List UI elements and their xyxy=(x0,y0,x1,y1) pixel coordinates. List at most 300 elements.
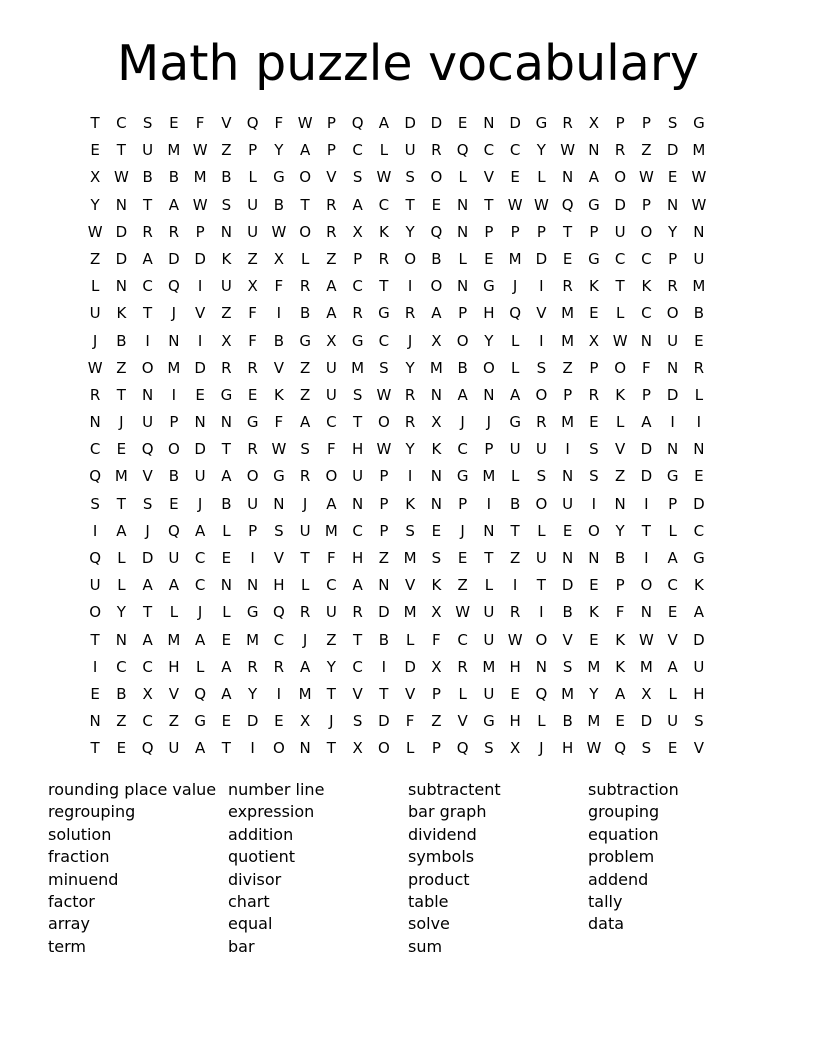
grid-letter: J xyxy=(512,277,518,296)
grid-letter: Q xyxy=(351,114,364,132)
grid-letter: I xyxy=(644,494,649,513)
grid-letter: E xyxy=(90,141,100,160)
grid-letter: N xyxy=(483,385,495,404)
grid-letter: N xyxy=(483,521,495,540)
grid-letter: N xyxy=(220,413,232,432)
grid-letter: L xyxy=(510,331,520,350)
grid-letter: A xyxy=(142,630,153,649)
grid-letter: N xyxy=(220,222,232,241)
grid-letter: T xyxy=(641,521,651,540)
grid-letter: I xyxy=(171,385,177,404)
grid-letter: V xyxy=(142,467,153,486)
grid-letter: M xyxy=(587,657,601,676)
grid-letter: C xyxy=(509,141,521,160)
grid-letter: R xyxy=(378,249,390,268)
grid-letter: N xyxy=(457,195,469,214)
grid-letter: C xyxy=(614,249,626,268)
grid-letter: C xyxy=(142,657,153,676)
grid-letter: E xyxy=(615,712,625,731)
grid-letter: W xyxy=(560,141,576,160)
grid-letter: R xyxy=(247,440,258,459)
grid-letter: D xyxy=(194,249,206,268)
grid-letter: C xyxy=(89,440,101,459)
grid-letter: D xyxy=(640,467,653,486)
grid-letter: N xyxy=(693,440,705,459)
grid-letter: A xyxy=(194,630,206,649)
grid-letter: S xyxy=(300,440,310,459)
grid-letter: V xyxy=(326,168,337,187)
grid-letter: R xyxy=(562,277,573,296)
grid-letter: N xyxy=(457,277,469,296)
grid-letter: O xyxy=(535,385,548,404)
grid-letter: L xyxy=(615,413,625,432)
grid-letter: A xyxy=(457,385,468,404)
grid-letter: N xyxy=(667,358,679,377)
grid-letter: D xyxy=(430,114,443,132)
grid-letter: E xyxy=(195,385,205,404)
grid-letter: L xyxy=(537,168,546,187)
grid-letter: E xyxy=(694,467,704,486)
grid-letter: D xyxy=(535,249,548,268)
grid-letter: U xyxy=(404,141,416,160)
grid-letter: U xyxy=(535,549,547,567)
grid-letter: Z xyxy=(221,304,232,323)
grid-letter: E xyxy=(169,494,179,513)
grid-letter: N xyxy=(115,630,127,649)
grid-letter: V xyxy=(562,630,573,649)
grid-letter: C xyxy=(693,521,705,540)
grid-letter: T xyxy=(379,684,389,703)
grid-letter: R xyxy=(431,141,442,160)
grid-letter: O xyxy=(640,222,653,241)
grid-letter: X xyxy=(588,114,600,132)
grid-letter: U xyxy=(693,657,705,676)
grid-letter: L xyxy=(300,576,310,595)
grid-letter: O xyxy=(430,168,443,187)
grid-letter: C xyxy=(352,657,363,676)
grid-letter: C xyxy=(641,249,652,268)
grid-letter: U xyxy=(247,494,259,513)
grid-letter: I xyxy=(407,277,413,296)
grid-letter: N xyxy=(194,413,206,432)
word-list-item: expression xyxy=(228,802,315,822)
grid-letter: A xyxy=(352,576,363,595)
grid-letter: V xyxy=(352,684,363,703)
grid-letter: S xyxy=(352,712,363,731)
grid-letter: N xyxy=(535,657,547,676)
grid-letter: A xyxy=(221,684,232,703)
grid-letter: L xyxy=(90,277,100,296)
grid-letter: A xyxy=(221,657,232,676)
grid-letter: P xyxy=(589,222,599,241)
grid-letter: R xyxy=(352,304,363,323)
grid-letter: L xyxy=(668,521,677,540)
grid-letter: F xyxy=(642,358,651,377)
grid-letter: F xyxy=(248,331,257,350)
grid-letter: I xyxy=(591,494,597,513)
grid-letter: O xyxy=(89,603,102,622)
grid-letter: N xyxy=(693,222,705,241)
grid-letter: G xyxy=(351,331,364,350)
grid-letter: I xyxy=(250,739,255,758)
grid-letter: W xyxy=(87,222,103,241)
grid-letter: J xyxy=(329,712,334,731)
grid-letter: U xyxy=(535,440,547,459)
grid-letter: W xyxy=(533,195,549,214)
grid-letter: L xyxy=(537,521,546,540)
grid-letter: H xyxy=(351,549,364,567)
grid-letter: B xyxy=(562,712,573,731)
word-list-item: problem xyxy=(588,847,655,867)
grid-letter: P xyxy=(563,385,573,404)
grid-letter: E xyxy=(484,249,494,268)
grid-letter: A xyxy=(667,549,678,567)
word-list-item: product xyxy=(408,869,470,889)
grid-letter: C xyxy=(273,630,285,649)
word-list-item: dividend xyxy=(408,824,477,844)
grid-letter: R xyxy=(536,413,547,432)
grid-letter: R xyxy=(221,358,232,377)
grid-letter: C xyxy=(116,114,127,132)
grid-letter: Y xyxy=(668,222,678,241)
grid-letter: M xyxy=(114,467,128,486)
grid-letter: E xyxy=(221,712,232,731)
grid-letter: P xyxy=(326,141,336,160)
grid-letter: R xyxy=(273,657,285,676)
word-list-item: table xyxy=(408,891,449,911)
grid-letter: P xyxy=(589,358,599,377)
grid-letter: V xyxy=(457,712,468,731)
grid-letter: R xyxy=(404,413,416,432)
grid-letter: V xyxy=(194,304,206,323)
grid-letter: T xyxy=(300,195,310,214)
grid-letter: U xyxy=(693,249,705,268)
grid-letter: O xyxy=(614,168,627,187)
grid-letter: N xyxy=(483,114,495,132)
grid-letter: A xyxy=(431,304,442,323)
grid-letter: L xyxy=(694,385,704,404)
grid-letter: D xyxy=(194,358,206,377)
grid-letter: N xyxy=(247,576,259,595)
grid-letter: T xyxy=(615,277,625,296)
grid-letter: P xyxy=(668,494,678,513)
grid-letter: Q xyxy=(272,603,285,622)
grid-letter: C xyxy=(116,657,127,676)
grid-letter: X xyxy=(89,168,101,187)
grid-letter: I xyxy=(539,331,544,350)
grid-letter: B xyxy=(509,494,521,513)
grid-letter: K xyxy=(405,494,416,513)
grid-letter: X xyxy=(431,657,442,676)
grid-letter: F xyxy=(248,304,257,323)
grid-letter: N xyxy=(168,331,180,350)
grid-letter: Z xyxy=(116,358,127,377)
grid-letter: Q xyxy=(89,467,102,486)
grid-letter: S xyxy=(405,521,415,540)
grid-letter: G xyxy=(273,168,285,187)
grid-letter: W xyxy=(192,141,208,160)
word-list-item: tally xyxy=(588,891,623,911)
grid-letter: S xyxy=(536,467,547,486)
grid-letter: L xyxy=(222,521,231,540)
grid-letter: U xyxy=(509,440,521,459)
grid-letter: A xyxy=(168,576,179,595)
grid-letter: U xyxy=(194,467,206,486)
grid-letter: W xyxy=(87,358,103,377)
grid-letter: M xyxy=(639,657,653,676)
grid-letter: F xyxy=(274,277,284,296)
grid-letter: T xyxy=(143,603,153,622)
grid-letter: S xyxy=(431,549,442,567)
grid-letter: I xyxy=(276,684,282,703)
grid-letter: P xyxy=(195,222,205,241)
word-list-item: grouping xyxy=(588,802,660,822)
grid-letter: Z xyxy=(457,576,468,595)
grid-letter: O xyxy=(246,467,259,486)
grid-letter: E xyxy=(221,549,232,567)
grid-letter: P xyxy=(458,304,468,323)
grid-letter: J xyxy=(145,521,150,540)
word-list-item: factor xyxy=(48,891,95,911)
grid-letter: G xyxy=(588,195,600,214)
grid-letter: L xyxy=(222,603,231,622)
grid-letter: A xyxy=(142,249,153,268)
grid-letter: B xyxy=(273,331,285,350)
grid-letter: T xyxy=(353,413,363,432)
grid-letter: A xyxy=(378,114,389,132)
grid-letter: P xyxy=(641,195,651,214)
grid-letter: H xyxy=(693,684,705,703)
word-list-item: sum xyxy=(408,936,443,956)
word-list-item: subtraction xyxy=(588,780,679,799)
grid-letter: B xyxy=(116,684,127,703)
grid-letter: J xyxy=(171,304,177,323)
grid-letter: W xyxy=(691,168,707,187)
grid-letter: U xyxy=(168,739,180,758)
word-list-item: divisor xyxy=(228,869,282,889)
grid-letter: L xyxy=(458,684,467,703)
grid-letter: T xyxy=(90,739,100,758)
grid-letter: T xyxy=(300,549,310,567)
grid-letter: X xyxy=(142,684,153,703)
grid-letter: K xyxy=(615,385,626,404)
grid-letter: D xyxy=(693,630,705,649)
grid-letter: G xyxy=(273,467,285,486)
grid-letter: S xyxy=(274,521,284,540)
grid-letter: X xyxy=(299,712,311,731)
grid-letter: N xyxy=(562,168,574,187)
grid-letter: C xyxy=(457,440,468,459)
grid-letter: T xyxy=(90,630,100,649)
grid-letter: K xyxy=(431,440,442,459)
grid-letter: R xyxy=(247,657,258,676)
grid-letter: M xyxy=(692,141,706,160)
grid-letter: T xyxy=(221,440,231,459)
grid-letter: G xyxy=(456,467,469,486)
grid-letter: P xyxy=(641,385,651,404)
grid-letter: K xyxy=(431,576,442,595)
word-list-item: rounding place value xyxy=(48,780,217,799)
grid-letter: O xyxy=(640,576,653,595)
grid-letter: P xyxy=(431,739,441,758)
grid-letter: P xyxy=(248,141,258,160)
grid-letter: X xyxy=(431,603,442,622)
grid-letter: N xyxy=(115,277,127,296)
grid-letter: Z xyxy=(89,249,101,268)
grid-letter: R xyxy=(299,603,311,622)
grid-letter: C xyxy=(352,277,363,296)
grid-letter: J xyxy=(407,331,413,350)
grid-letter: I xyxy=(407,467,413,486)
grid-letter: T xyxy=(143,304,153,323)
grid-letter: I xyxy=(381,657,387,676)
grid-letter: O xyxy=(535,494,548,513)
grid-letter: A xyxy=(194,739,206,758)
grid-letter: E xyxy=(90,684,100,703)
grid-letter: X xyxy=(352,739,363,758)
grid-letter: H xyxy=(273,576,285,595)
grid-letter: D xyxy=(666,141,679,160)
grid-letter: T xyxy=(221,739,231,758)
grid-letter: N xyxy=(457,222,469,241)
grid-letter: U xyxy=(89,576,101,595)
grid-letter: M xyxy=(324,521,338,540)
grid-letter: S xyxy=(352,385,363,404)
grid-letter: M xyxy=(193,168,207,187)
grid-letter: M xyxy=(429,358,443,377)
grid-letter: L xyxy=(458,168,467,187)
grid-letter: C xyxy=(641,304,652,323)
grid-letter: W xyxy=(297,114,313,132)
grid-letter: D xyxy=(614,195,626,214)
grid-letter: Y xyxy=(405,222,415,241)
grid-letter: M xyxy=(561,684,575,703)
grid-letter: F xyxy=(195,114,205,132)
grid-letter: A xyxy=(588,168,599,187)
grid-letter: D xyxy=(115,249,128,268)
grid-letter: U xyxy=(325,603,337,622)
grid-letter: S xyxy=(589,467,599,486)
grid-letter: B xyxy=(142,168,153,187)
grid-letter: R xyxy=(247,358,258,377)
grid-letter: U xyxy=(325,385,337,404)
grid-letter: M xyxy=(482,467,496,486)
grid-letter: T xyxy=(116,494,126,513)
grid-letter: N xyxy=(588,549,600,567)
grid-letter: E xyxy=(169,114,179,132)
grid-letter: R xyxy=(299,277,311,296)
grid-letter: R xyxy=(693,358,705,377)
grid-letter: W xyxy=(113,168,129,187)
grid-letter: R xyxy=(404,385,416,404)
grid-letter: C xyxy=(194,549,206,567)
grid-letter: L xyxy=(405,630,415,649)
grid-letter: Q xyxy=(456,141,469,160)
grid-letter: Z xyxy=(326,249,337,268)
grid-letter: M xyxy=(692,277,706,296)
word-list-item: regrouping xyxy=(48,802,136,822)
grid-letter: M xyxy=(561,304,575,323)
grid-letter: T xyxy=(484,195,494,214)
grid-letter: F xyxy=(615,603,625,622)
grid-letter: G xyxy=(220,385,233,404)
grid-letter: D xyxy=(378,712,390,731)
grid-letter: A xyxy=(142,576,153,595)
grid-letter: Y xyxy=(326,657,336,676)
grid-letter: U xyxy=(247,195,259,214)
grid-letter: B xyxy=(221,168,232,187)
grid-letter: R xyxy=(326,195,337,214)
grid-letter: D xyxy=(378,603,390,622)
grid-letter: F xyxy=(432,630,441,649)
grid-letter: X xyxy=(431,413,442,432)
grid-letter: A xyxy=(326,277,337,296)
grid-letter: L xyxy=(484,576,494,595)
grid-letter: S xyxy=(142,114,153,132)
grid-letter: D xyxy=(666,385,679,404)
grid-letter: S xyxy=(667,114,678,132)
grid-letter: S xyxy=(641,739,652,758)
grid-letter: B xyxy=(562,603,573,622)
grid-letter: A xyxy=(116,521,127,540)
grid-letter: E xyxy=(431,195,442,214)
grid-letter: A xyxy=(194,521,206,540)
grid-letter: Q xyxy=(246,114,259,132)
grid-letter: U xyxy=(325,358,337,377)
grid-letter: E xyxy=(457,549,468,567)
grid-letter: K xyxy=(641,277,652,296)
grid-letter: N xyxy=(640,331,652,350)
grid-letter: R xyxy=(299,467,311,486)
grid-letter: W xyxy=(691,195,707,214)
grid-letter: F xyxy=(327,549,336,567)
grid-letter: W xyxy=(376,385,392,404)
grid-letter: D xyxy=(693,494,705,513)
grid-letter: M xyxy=(167,630,181,649)
grid-letter: I xyxy=(145,331,150,350)
grid-letter: S xyxy=(589,440,599,459)
grid-letter: O xyxy=(325,467,338,486)
grid-letter: L xyxy=(300,249,310,268)
word-list-item: equal xyxy=(228,914,273,934)
grid-letter: Y xyxy=(248,684,258,703)
grid-letter: N xyxy=(430,467,442,486)
grid-letter: P xyxy=(431,684,441,703)
grid-letter: G xyxy=(378,304,390,323)
grid-letter: L xyxy=(379,141,389,160)
grid-letter: K xyxy=(615,630,626,649)
grid-letter: A xyxy=(326,304,337,323)
grid-letter: S xyxy=(694,712,704,731)
page-title: Math puzzle vocabulary xyxy=(117,35,699,92)
grid-letter: A xyxy=(221,467,232,486)
grid-letter: N xyxy=(667,195,679,214)
grid-letter: X xyxy=(326,331,337,350)
grid-letter: E xyxy=(274,712,284,731)
grid-letter: Y xyxy=(484,331,494,350)
grid-letter: J xyxy=(302,494,308,513)
grid-letter: Y xyxy=(116,603,126,622)
grid-letter: L xyxy=(117,576,126,595)
grid-letter: B xyxy=(378,630,390,649)
grid-letter: C xyxy=(667,576,678,595)
grid-letter: W xyxy=(507,195,523,214)
grid-letter: T xyxy=(116,385,126,404)
grid-letter: V xyxy=(536,304,547,323)
grid-letter: I xyxy=(696,413,702,432)
grid-letter: U xyxy=(483,630,495,649)
grid-letter: P xyxy=(326,114,336,132)
